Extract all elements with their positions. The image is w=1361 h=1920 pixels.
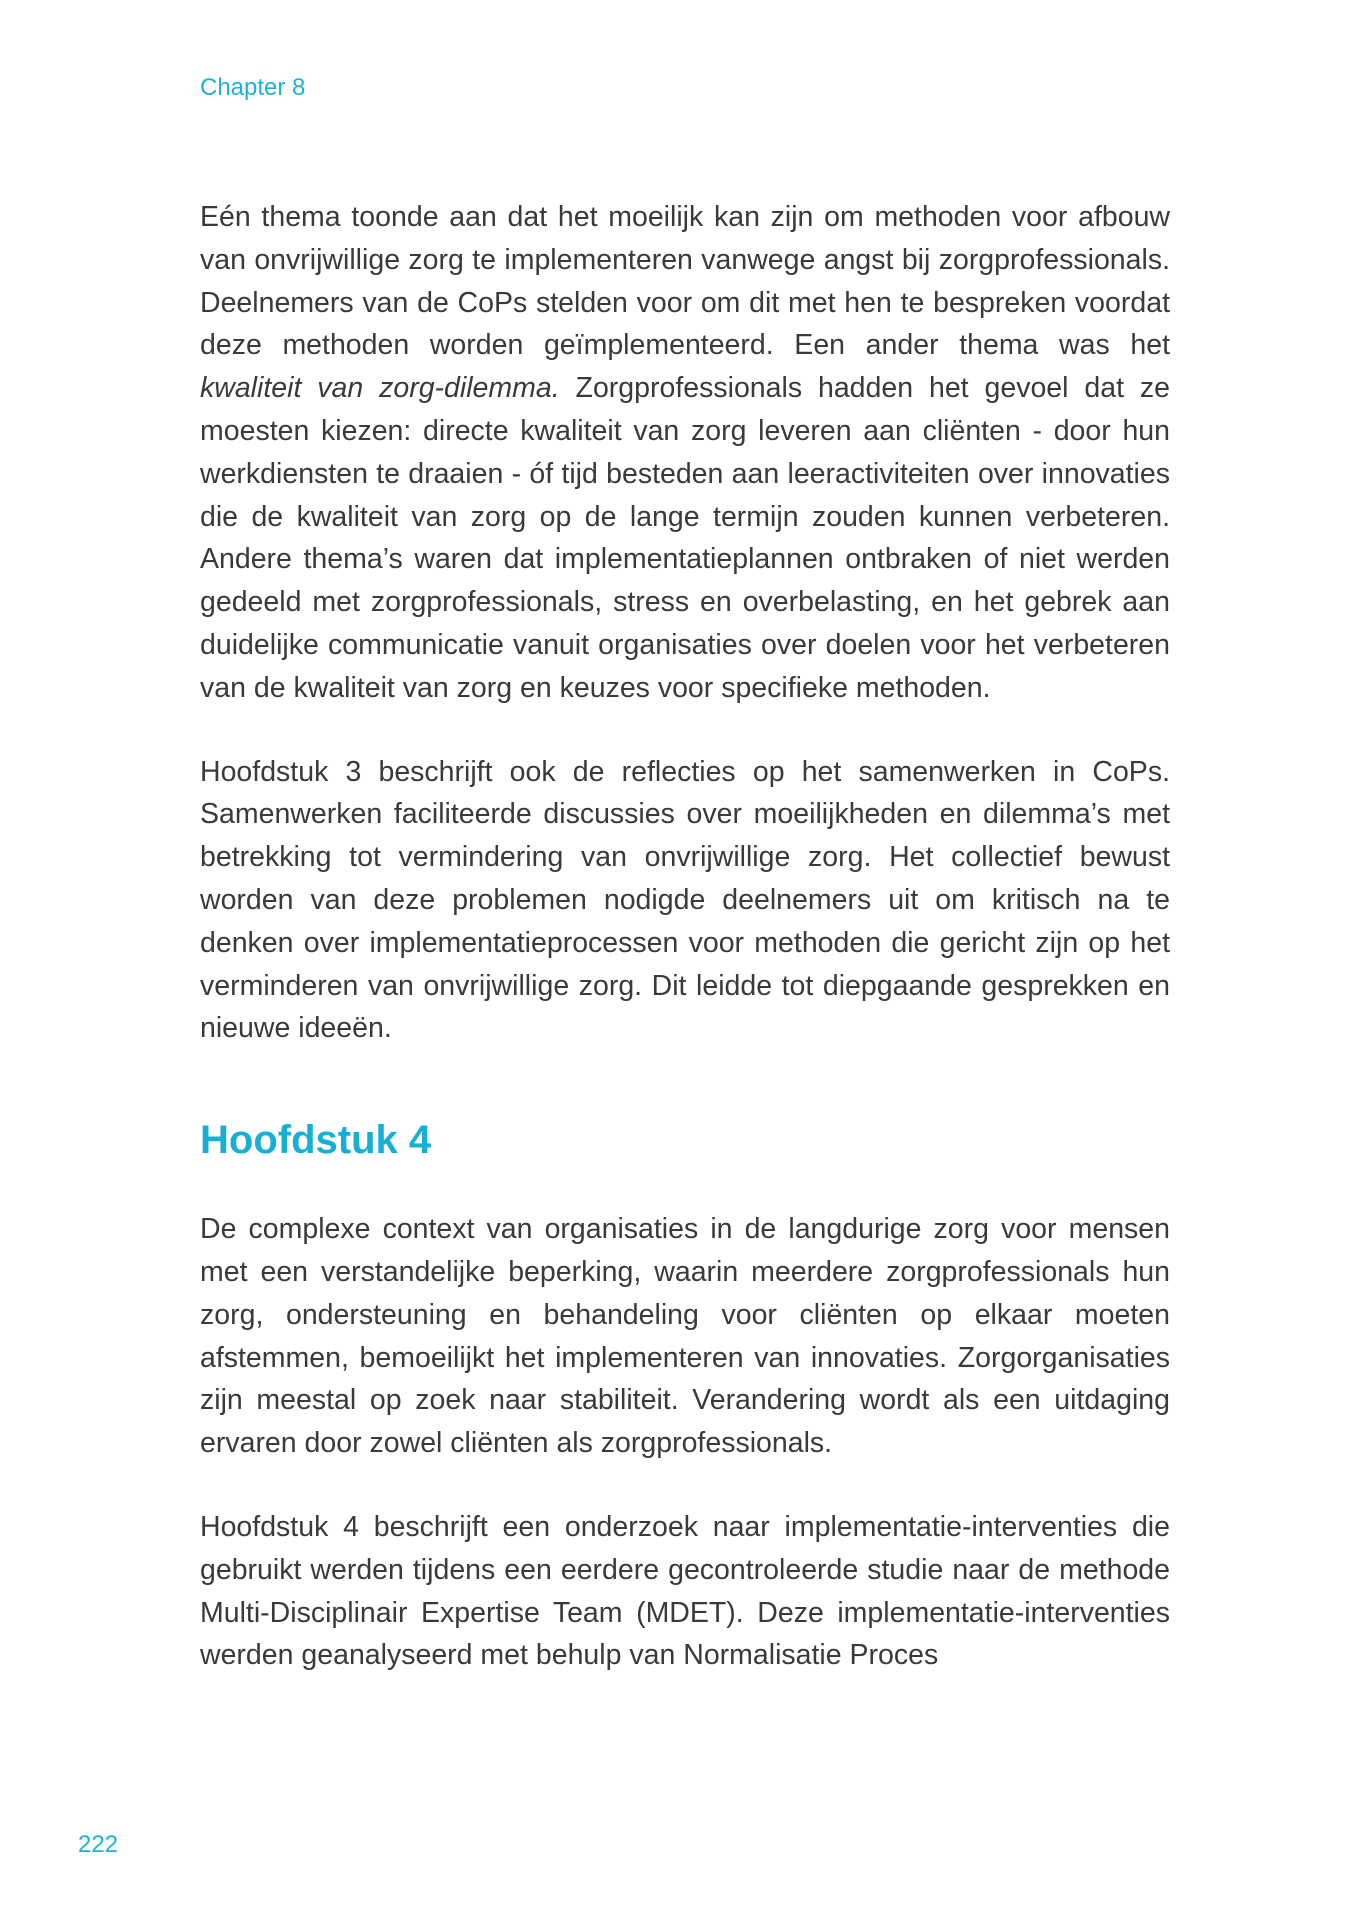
body-paragraph: Hoofdstuk 3 beschrijft ook de reflecties op het samenwerken in CoPs. Samenwerken faciliteerde discussies over moeilijkheden en dilemma’s met betrekking tot vermindering van onvrijwillige zorg. Het collectief bewust worden van deze problemen nodigde deelnemers uit om kritisch na te denken over implementatieprocessen voor methoden die gericht zijn op het verminderen van onvrijwillige zorg. Dit leidde tot diepgaande gesprekken en nieuwe ideeën. bbox=[200, 755, 1170, 1045]
running-head: Chapter 8 bbox=[200, 74, 306, 101]
paragraph-text: Eén thema toonde aan dat het moeilijk kan zijn om methoden voor afbouw van onvrijwillige zorg te implementeren vanwege angst bij zorgprofessionals. Deelnemers van de CoPs stelden voor om dit met hen te bespreken voordat deze methoden worden geïmplementeerd. Een ander thema was het bbox=[200, 201, 1170, 362]
page-content bbox=[200, 196, 1170, 1677]
body-paragraph: De complexe context van organisaties in de langdurige zorg voor mensen met een verstandelijke beperking, waarin meerdere zorgprofessionals hun zorg, ondersteuning en behandeling voor cliënten op elkaar moeten afstemmen, bemoeilijkt het implementeren van innovaties. Zorgorganisaties zijn meestal op zoek naar stabiliteit. Verandering wordt als een uitdaging ervaren door zowel cliënten als zorgprofessionals. bbox=[200, 1213, 1170, 1460]
section-heading: Hoofdstuk 4 bbox=[200, 1118, 432, 1163]
paragraph-text: Zorgprofessionals hadden het gevoel dat ze moesten kiezen: directe kwaliteit van zorg leveren aan cliënten - door hun werkdiensten te draaien - óf tijd besteden aan leeractiviteiten over innovaties die de kwaliteit van zorg op de lange termijn zouden kunnen verbeteren. Andere thema’s waren dat implementatieplannen ontbraken of niet werden gedeeld met zorgprofessionals, stress en overbelasting, en het gebrek aan duidelijke communicatie vanuit organisaties over doelen voor het verbeteren van de kwaliteit van zorg en keuzes voor specifieke methoden. bbox=[200, 372, 1170, 704]
body-paragraph bbox=[200, 196, 1170, 710]
body-paragraph: Hoofdstuk 4 beschrijft een onderzoek naar implementatie-interventies die gebruikt werden tijdens een eerdere gecontroleerde studie naar de methode Multi-Disciplinair Expertise Team (MDET). Deze implementatie-interventies werden geanalyseerd met behulp van Normalisatie Proces bbox=[200, 1510, 1170, 1672]
page-number: 222 bbox=[78, 1831, 119, 1858]
italic-term: kwaliteit van zorg-dilemma. bbox=[200, 372, 560, 405]
